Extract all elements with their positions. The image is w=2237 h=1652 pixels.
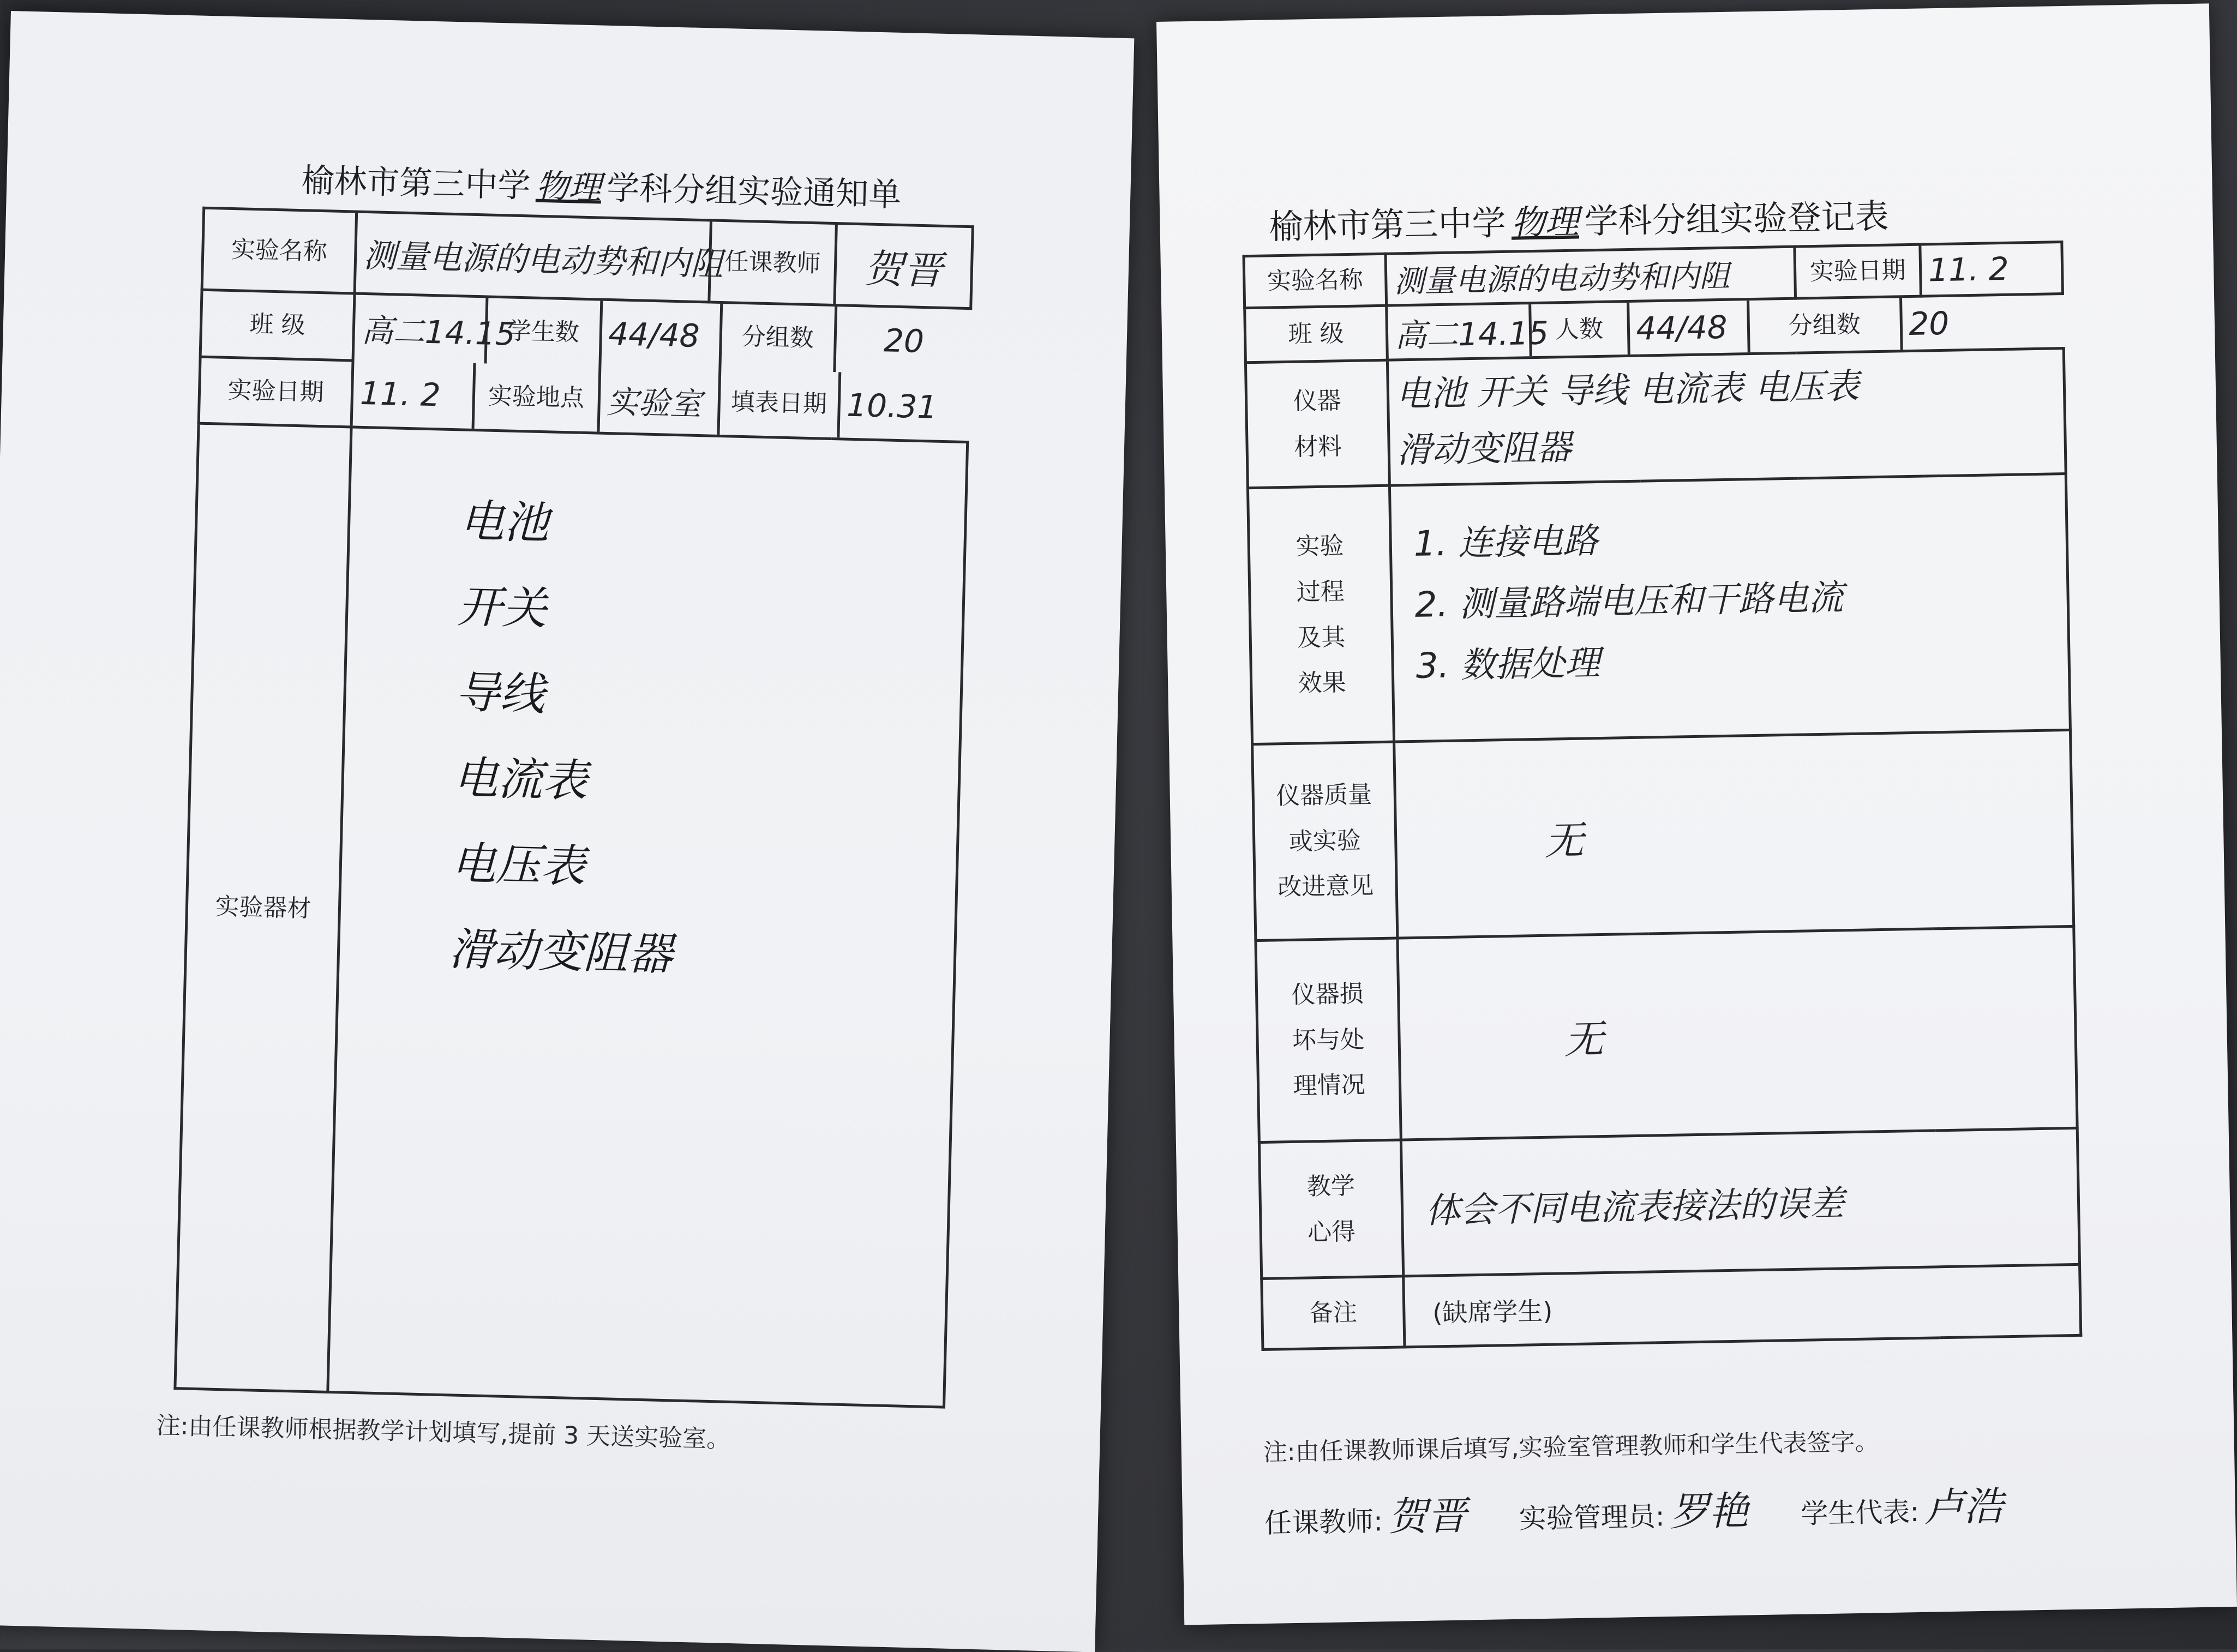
record-name-label: 实验名称 [1244,254,1387,308]
record-count-label: 人数 [1530,303,1629,356]
process-label: 实验 过程 及其 效果 [1248,485,1394,744]
record-row-reflection [1259,1128,2079,1278]
fill-date-label: 填表日期 [718,369,839,437]
equipment-item: 滑动变阻器 [448,923,674,981]
damage-value: 无 [1398,926,2077,1140]
teacher-signature: 贺晋 [1388,1492,1467,1540]
notice-sheet [0,11,1134,1652]
record-class-label: 班 级 [1245,305,1388,363]
record-class-subtable [1388,295,2065,359]
experiment-name-value: 测量电源的电动势和内阻 [355,212,711,302]
admin-sig-label: 实验管理员: [1519,1500,1665,1535]
record-subject: 物理 [1510,201,1580,243]
record-row-quality [1252,730,2074,940]
class-label: 班 级 [200,290,355,360]
record-groups-value: 20 [1900,295,2065,350]
remarks-label: 备注 [1262,1276,1405,1350]
record-row-materials [1245,349,2066,488]
student-sig-label: 学生代表: [1800,1496,1920,1530]
equipment-item: 电池 [459,495,550,550]
notice-title-prefix: 榆林市第三中学 [301,161,531,206]
equipment-cell [328,427,968,1407]
record-count-value: 44/48 [1628,301,1749,355]
notice-title-suffix: 学科分组实验通知单 [606,169,902,214]
record-title-suffix: 学科分组实验登记表 [1584,196,1890,242]
notice-title [301,154,902,216]
equipment-item: 导线 [454,666,545,721]
teacher-sig-label: 任课教师: [1264,1505,1383,1539]
location-label: 实验地点 [473,363,600,432]
equipment-item: 电流表 [452,752,588,808]
class-value: 高二14.15 [355,295,487,364]
date-label: 实验日期 [199,357,353,427]
materials-label: 仪器 材料 [1245,360,1389,488]
record-row-remarks [1262,1264,2081,1349]
teacher-label: 任课教师 [709,220,837,305]
reflection-label: 教学 心得 [1259,1140,1403,1278]
record-title-prefix: 榆林市第三中学 [1268,202,1507,247]
reflection-value: 体会不同电流表接法的误差 [1401,1128,2079,1276]
signature-row [1264,1474,2004,1544]
equipment-item: 电压表 [450,838,586,893]
experiment-name-label: 实验名称 [202,208,357,293]
equipment-label: 实验器材 [175,423,351,1392]
record-date-value: 11. 2 [1920,242,2063,297]
students-label: 学生数 [485,298,601,366]
notice-table [173,207,974,1409]
groups-label: 分组数 [719,304,836,372]
date-value: 11. 2 [353,361,475,429]
materials-value: 电池 开关 导线 电流表 电压表 滑动变阻器 [1387,349,2066,486]
notice-subject: 物理 [535,167,602,207]
record-row-process [1248,474,2070,744]
remarks-value: (缺席学生) [1404,1264,2081,1347]
notice-footnote: 注:由任课教师根据教学计划填写,提前 3 天送实验室。 [156,1411,731,1454]
groups-value: 20 [834,307,972,375]
equipment-item: 开关 [457,581,548,635]
equipment-list [448,485,965,989]
record-table [1242,241,2082,1351]
process-step: 1. 连接电路 [1413,521,1598,564]
quality-value: 无 [1394,730,2074,938]
process-value [1389,474,2070,742]
record-name-value: 测量电源的电动势和内阻 [1386,247,1796,305]
teacher-value: 贺晋 [835,224,973,309]
location-value: 实验室 [598,367,719,435]
students-value: 44/48 [599,301,721,369]
process-step: 3. 数据处理 [1416,642,1600,687]
damage-label: 仪器损 坏与处 理情况 [1256,938,1401,1142]
record-title [1269,189,1889,249]
quality-label: 仪器质量 或实验 改进意见 [1252,742,1398,940]
record-row-damage [1256,926,2077,1142]
student-signature: 卢浩 [1924,1483,2004,1530]
process-step: 2. 测量路端电压和干路电流 [1414,578,1844,626]
record-date-label: 实验日期 [1795,244,1921,298]
record-sheet [1156,3,2237,1625]
fill-date-value: 10.31 [838,372,970,441]
notice-row-equipment [175,423,968,1407]
record-groups-label: 分组数 [1748,298,1902,352]
record-footnote: 注:由任课教师课后填写,实验室管理教师和学生代表签字。 [1263,1428,1879,1467]
record-class-value: 高二14.15 [1388,304,1531,359]
admin-signature: 罗艳 [1669,1487,1749,1535]
